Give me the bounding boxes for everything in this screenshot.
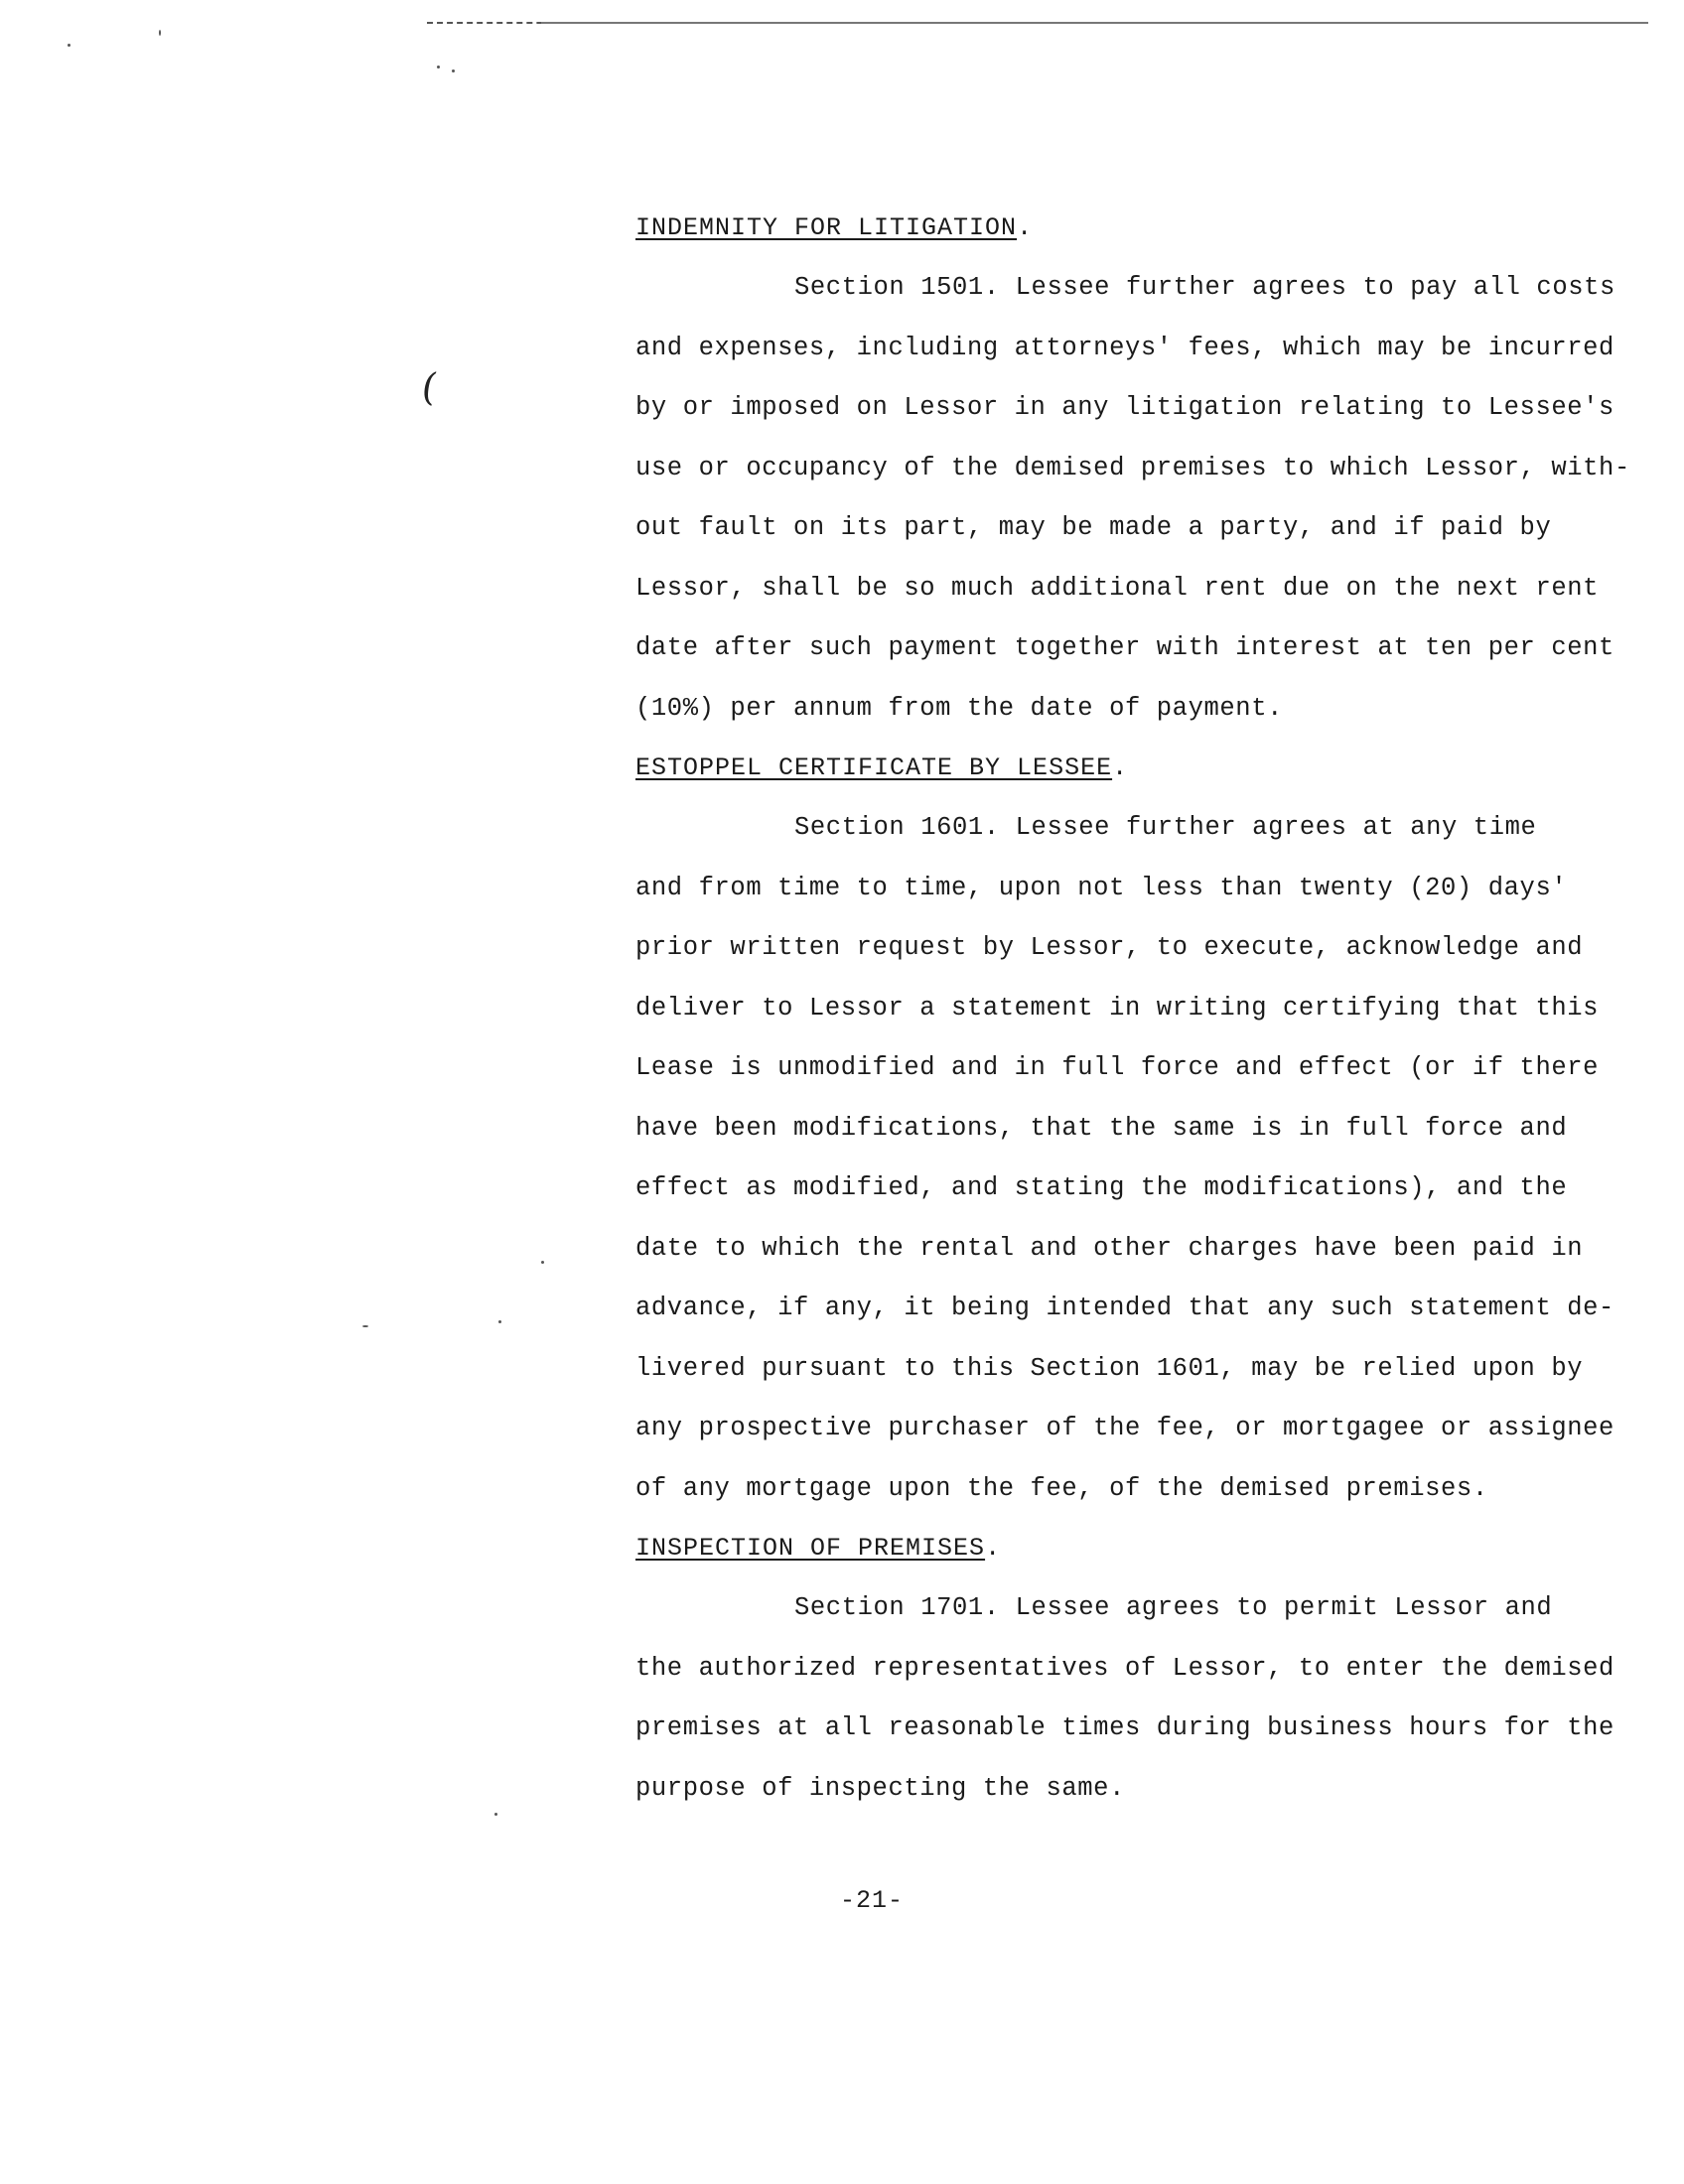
paragraph-line: deliver to Lessor a statement in writing certifying that this [635, 993, 1600, 1023]
document-body [635, 199, 1648, 1819]
section-paragraph [635, 798, 1648, 1519]
paragraph-line: the authorized representatives of Lessor, to enter the demised [635, 1653, 1614, 1683]
paragraph-line: premises at all reasonable times during business hours for the [635, 1713, 1614, 1742]
scan-speck [362, 1325, 368, 1327]
margin-mark: ( [418, 365, 440, 409]
paragraph-line: advance, if any, it being intended that any such statement de- [635, 1294, 1614, 1322]
scan-speck [452, 69, 455, 72]
page-number: -21- [839, 1886, 904, 1915]
section-paragraph [635, 258, 1648, 739]
scan-speck [159, 30, 161, 36]
paragraph-line: livered pursuant to this Section 1601, may be relied upon by [635, 1353, 1584, 1383]
scan-speck [494, 1813, 497, 1816]
paragraph-line: effect as modified, and stating the modifications), and the [635, 1173, 1568, 1202]
paragraph-line: prior written request by Lessor, to execute, acknowledge and [635, 933, 1584, 962]
paragraph-line: Section 1601. Lessee further agrees at any time [794, 813, 1537, 842]
paragraph-line: use or occupancy of the demised premises to which Lessor, with- [635, 453, 1630, 482]
paragraph-line: date after such payment together with interest at ten per cent [635, 633, 1614, 662]
scan-artifact-rule-solid [541, 22, 1648, 24]
section-heading: ESTOPPEL CERTIFICATE BY LESSEE. [635, 753, 1129, 782]
paragraph-line: Lessor, shall be so much additional rent due on the next rent [635, 573, 1600, 603]
paragraph-line: Lease is unmodified and in full force and effect (or if there [635, 1053, 1600, 1082]
scan-speck [68, 44, 70, 47]
paragraph-line: any prospective purchaser of the fee, or mortgagee or assignee [635, 1414, 1614, 1442]
scan-speck [437, 66, 440, 68]
paragraph-line: by or imposed on Lessor in any litigation relating to Lessee's [635, 393, 1614, 422]
paragraph-line: date to which the rental and other charges have been paid in [635, 1233, 1584, 1263]
section-paragraph [635, 1578, 1648, 1819]
paragraph-line: out fault on its part, may be made a party, and if paid by [635, 513, 1552, 542]
scan-speck [498, 1320, 501, 1323]
paragraph-line: (10%) per annum from the date of payment. [635, 693, 1284, 723]
paragraph-line: of any mortgage upon the fee, of the demised premises. [635, 1473, 1488, 1503]
paragraph-line: Section 1701. Lessee agrees to permit Lessor and [794, 1593, 1553, 1622]
paragraph-line: and from time to time, upon not less than twenty (20) days' [635, 873, 1568, 902]
paragraph-line: purpose of inspecting the same. [635, 1773, 1125, 1803]
section-heading: INDEMNITY FOR LITIGATION. [635, 213, 1034, 242]
paragraph-line: have been modifications, that the same is in full force and [635, 1113, 1568, 1143]
paragraph-line: Section 1501. Lessee further agrees to pay all costs [794, 273, 1615, 302]
paragraph-line: and expenses, including attorneys' fees, which may be incurred [635, 333, 1614, 362]
scan-speck [541, 1261, 544, 1264]
section-heading: INSPECTION OF PREMISES. [635, 1534, 1002, 1563]
